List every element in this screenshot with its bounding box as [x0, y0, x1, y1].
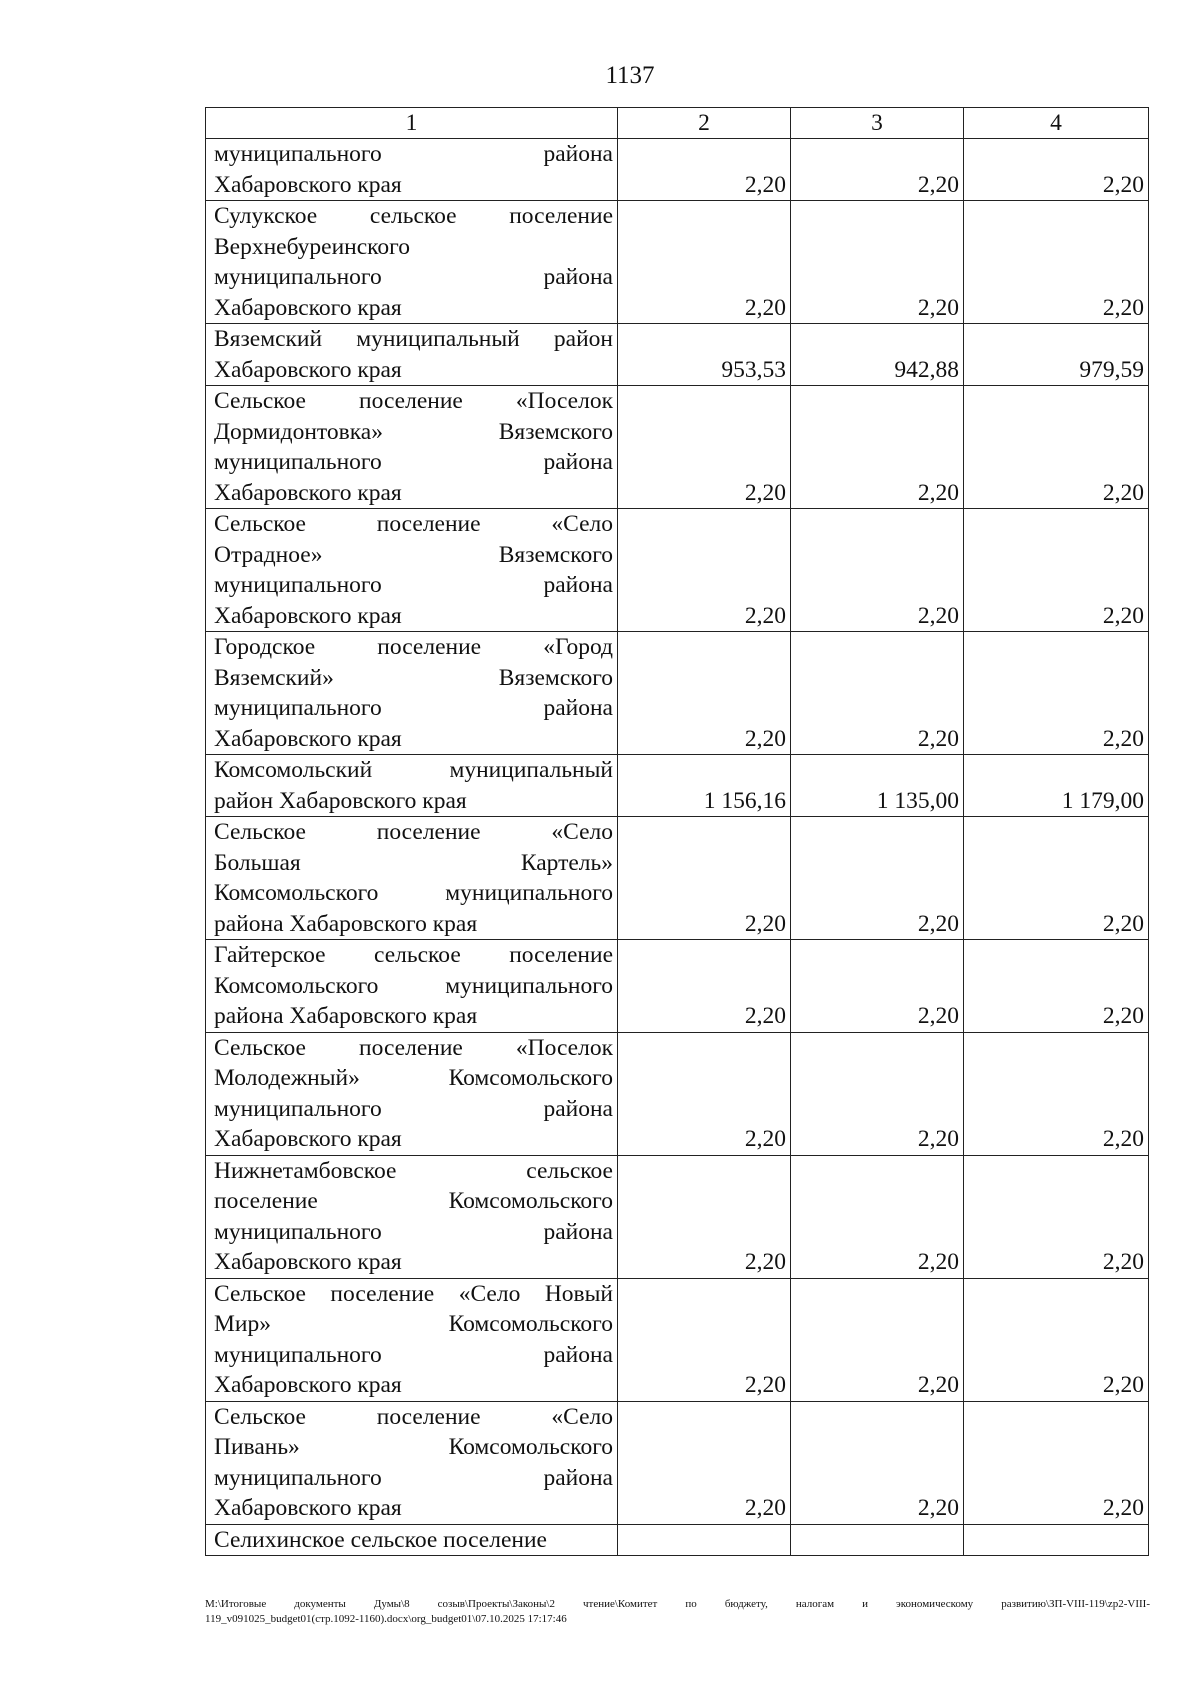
- municipality-name-line: Хабаровского края: [214, 1249, 402, 1275]
- municipality-name-line: муниципального района: [214, 141, 613, 167]
- municipality-name-cell: [206, 1032, 618, 1155]
- table-row: [206, 1401, 1149, 1524]
- header-cell-4: 4: [964, 108, 1149, 139]
- municipality-name-line: муниципального района: [214, 449, 613, 475]
- value-cell-col-4: 2,20: [964, 1032, 1149, 1155]
- page-number: 1137: [605, 62, 655, 89]
- value-cell-col-3: 2,20: [791, 1155, 964, 1278]
- table-row: [206, 755, 1149, 817]
- municipality-name-cell: [206, 817, 618, 940]
- municipality-name-line: Сельское поселение «Село: [214, 819, 613, 845]
- municipality-name-line: Хабаровского края: [214, 479, 402, 506]
- table-row: [206, 1278, 1149, 1401]
- value-cell-col-3: 2,20: [791, 940, 964, 1033]
- municipality-name-line: район Хабаровского края: [214, 787, 467, 814]
- municipality-name-line: муниципального района: [214, 1341, 613, 1368]
- value-cell-col-3: 2,20: [791, 632, 964, 755]
- municipality-name-line: Большая Картель»: [214, 849, 613, 876]
- municipality-name-cell: [206, 1401, 618, 1524]
- municipality-name-line: поселение Комсомольского: [214, 1188, 613, 1214]
- value-cell-col-4: 2,20: [964, 1401, 1149, 1524]
- value-cell-col-2: 2,20: [618, 940, 791, 1033]
- municipality-name-cell: [206, 509, 618, 632]
- value-cell-col-4: 2,20: [964, 817, 1149, 940]
- value-cell-col-4: 979,59: [964, 324, 1149, 386]
- municipality-name-line: Пивань» Комсомольского: [214, 1434, 613, 1460]
- municipality-name-line: Комсомольский муниципальный: [214, 757, 613, 783]
- municipality-name-line: Сулукское сельское поселение: [214, 203, 613, 229]
- municipality-name-line: Хабаровского края: [214, 602, 402, 629]
- municipality-name-line: Вяземский» Вяземского: [214, 664, 613, 691]
- value-cell-col-4: 2,20: [964, 1278, 1149, 1401]
- municipality-name-line: Селихинское сельское поселение: [214, 1526, 547, 1553]
- municipality-name-line: Хабаровского края: [214, 294, 402, 321]
- table-row: [206, 940, 1149, 1033]
- municipality-name-line: Хабаровского края: [214, 171, 402, 198]
- municipality-name-line: Молодежный» Комсомольского: [214, 1065, 613, 1091]
- value-cell-col-2: 953,53: [618, 324, 791, 386]
- municipality-name-cell: [206, 1155, 618, 1278]
- header-cell-3: 3: [791, 108, 964, 139]
- value-cell-col-3: 2,20: [791, 201, 964, 324]
- value-cell-col-2: 2,20: [618, 817, 791, 940]
- budget-table: [205, 107, 1149, 1556]
- value-cell-col-3: 2,20: [791, 1401, 964, 1524]
- municipality-name-cell: [206, 201, 618, 324]
- header-row: [206, 108, 1149, 139]
- municipality-name-line: муниципального района: [214, 264, 613, 290]
- municipality-name-line: Хабаровского края: [214, 356, 402, 383]
- municipality-name-line: района Хабаровского края: [214, 910, 478, 937]
- table-body: [206, 139, 1149, 1556]
- municipality-name-line: муниципального района: [214, 572, 613, 598]
- value-cell-col-2: 1 156,16: [618, 755, 791, 817]
- table-row: [206, 201, 1149, 324]
- municipality-name-line: муниципального района: [214, 1464, 613, 1491]
- table-row: [206, 1524, 1149, 1556]
- municipality-name-line: Отрадное» Вяземского: [214, 541, 613, 568]
- value-cell-col-4: 2,20: [964, 386, 1149, 509]
- municipality-name-line: Хабаровского края: [214, 1126, 402, 1152]
- value-cell-col-2: 2,20: [618, 386, 791, 509]
- municipality-name-line: Хабаровского края: [214, 725, 402, 752]
- value-cell-col-3: 2,20: [791, 139, 964, 201]
- municipality-name-line: Городское поселение «Город: [214, 634, 613, 660]
- municipality-name-line: Сельское поселение «Село: [214, 1403, 613, 1430]
- municipality-name-line: Сельское поселение «Поселок: [214, 1034, 613, 1061]
- value-cell-col-3: 2,20: [791, 817, 964, 940]
- value-cell-col-2: 2,20: [618, 1032, 791, 1155]
- header-cell-1: 1: [206, 108, 618, 139]
- value-cell-col-4: 2,20: [964, 1155, 1149, 1278]
- municipality-name-cell: [206, 632, 618, 755]
- municipality-name-cell: [206, 755, 618, 817]
- value-cell-col-4: 2,20: [964, 632, 1149, 755]
- value-cell-col-3: 2,20: [791, 1032, 964, 1155]
- value-cell-col-3: 942,88: [791, 324, 964, 386]
- value-cell-col-2: 2,20: [618, 139, 791, 201]
- value-cell-col-3: [791, 1524, 964, 1556]
- value-cell-col-2: [618, 1524, 791, 1556]
- municipality-name-line: Сельское поселение «Поселок: [214, 388, 613, 414]
- value-cell-col-2: 2,20: [618, 201, 791, 324]
- value-cell-col-3: 2,20: [791, 386, 964, 509]
- footer-line-1: M:\Итоговые документы Думы\8 созыв\Проекты\Законы\2 чтение\Комитет по бюджету, налогам и экономическому развитию\ЗП-VIII-119\zp2-VIII-: [205, 1598, 1150, 1610]
- municipality-name-cell: [206, 1524, 618, 1556]
- value-cell-col-4: 1 179,00: [964, 755, 1149, 817]
- value-cell-col-2: 2,20: [618, 1155, 791, 1278]
- header-cell-2: 2: [618, 108, 791, 139]
- municipality-name-cell: [206, 139, 618, 201]
- file-path-footer: [205, 1597, 1150, 1627]
- municipality-name-line: Гайтерское сельское поселение: [214, 942, 613, 968]
- municipality-name-line: Комсомольского муниципального: [214, 880, 613, 906]
- value-cell-col-3: 2,20: [791, 509, 964, 632]
- municipality-name-line: Дормидонтовка» Вяземского: [214, 418, 613, 445]
- municipality-name-line: Комсомольского муниципального: [214, 972, 613, 999]
- municipality-name-cell: [206, 940, 618, 1033]
- municipality-name-line: Хабаровского края: [214, 1495, 402, 1521]
- municipality-name-cell: [206, 324, 618, 386]
- value-cell-col-4: [964, 1524, 1149, 1556]
- municipality-name-cell: [206, 386, 618, 509]
- municipality-name-line: Вяземский муниципальный район: [214, 326, 613, 352]
- table-row: [206, 1155, 1149, 1278]
- value-cell-col-3: 1 135,00: [791, 755, 964, 817]
- footer-line-2: 119_v091025_budget01(стр.1092-1160).docx\org_budget01\07.10.2025 17:17:46: [205, 1613, 567, 1625]
- table-row: [206, 632, 1149, 755]
- municipality-name-line: муниципального района: [214, 1218, 613, 1245]
- value-cell-col-4: 2,20: [964, 940, 1149, 1033]
- municipality-name-line: Нижнетамбовское сельское: [214, 1157, 613, 1184]
- table-row: [206, 817, 1149, 940]
- municipality-name-line: муниципального района: [214, 1095, 613, 1122]
- value-cell-col-2: 2,20: [618, 509, 791, 632]
- table-row: [206, 324, 1149, 386]
- municipality-name-line: Сельское поселение «Село Новый: [214, 1280, 613, 1307]
- municipality-name-line: муниципального района: [214, 695, 613, 721]
- municipality-name-line: Сельское поселение «Село: [214, 511, 613, 537]
- value-cell-col-3: 2,20: [791, 1278, 964, 1401]
- table-row: [206, 1032, 1149, 1155]
- municipality-name-line: Хабаровского края: [214, 1372, 402, 1398]
- value-cell-col-2: 2,20: [618, 632, 791, 755]
- value-cell-col-4: 2,20: [964, 201, 1149, 324]
- table-row: [206, 139, 1149, 201]
- municipality-name-line: Верхнебуреинского: [214, 233, 410, 260]
- table-row: [206, 509, 1149, 632]
- value-cell-col-4: 2,20: [964, 509, 1149, 632]
- municipality-name-cell: [206, 1278, 618, 1401]
- value-cell-col-2: 2,20: [618, 1401, 791, 1524]
- municipality-name-line: района Хабаровского края: [214, 1003, 478, 1029]
- value-cell-col-4: 2,20: [964, 139, 1149, 201]
- municipality-name-line: Мир» Комсомольского: [214, 1311, 613, 1337]
- value-cell-col-2: 2,20: [618, 1278, 791, 1401]
- table-row: [206, 386, 1149, 509]
